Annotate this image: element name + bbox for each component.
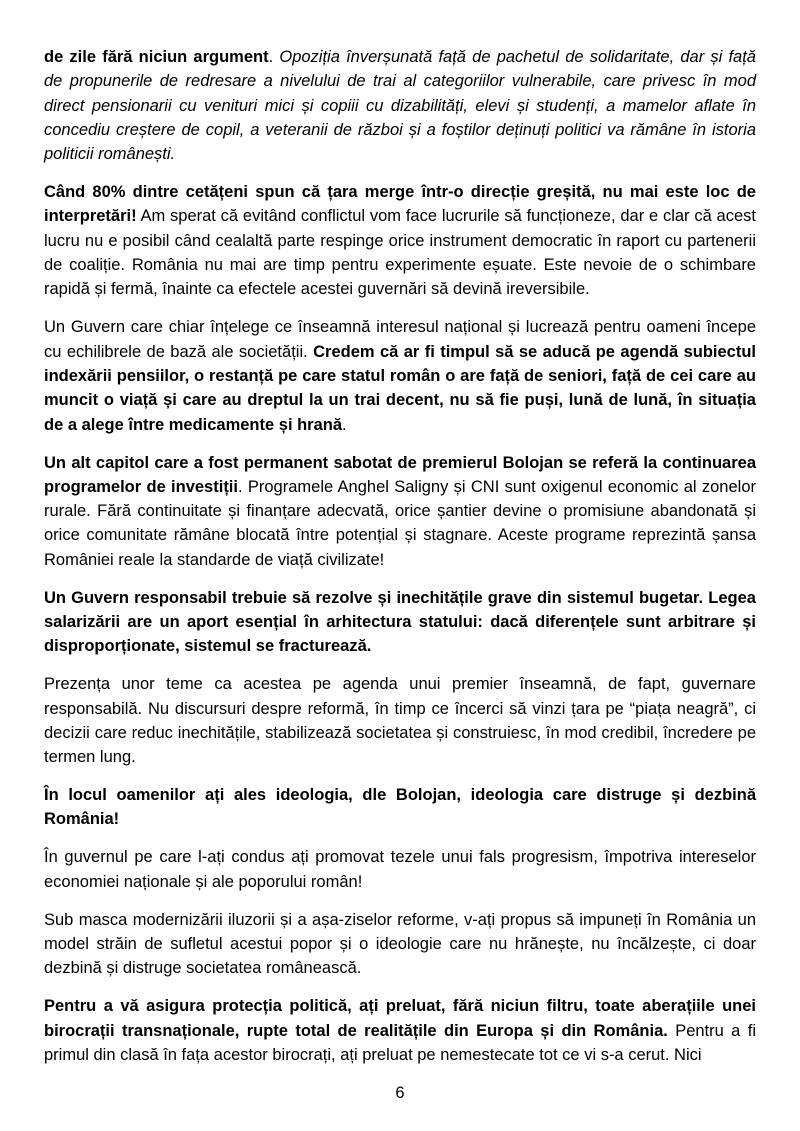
text-run-regular: Am sperat că evitând conflictul vom face lucrurile să funcționeze, dar e clar că acest lucru nu e posibil când cealaltă parte respinge orice instrument democratic în raport cu partenerii de coaliție. România nu mai are timp pentru experimente eșuate. Este nevoie de o schimbare rapidă și fermă, înainte ca efectele acestei guvernări să devină ireversibile. [44, 207, 756, 299]
paragraph [44, 845, 756, 894]
text-run-regular: Pentru a fi primul din clasă în fața acestor birocrați, ați preluat pe nemestecate tot ce vi s-a cerut. Nici [44, 1021, 756, 1064]
text-run-regular: . [268, 48, 280, 66]
text-run-regular: În guvernul pe care l-ați condus ați promovat tezele unui fals progresism, împotriva intereselor economiei naționale și ale poporului român! [44, 848, 756, 891]
text-run-bold: În locul oamenilor ați ales ideologia, dle Bolojan, ideologia care distruge și dezbină România! [44, 786, 756, 829]
paragraph [44, 315, 756, 436]
text-run-bold: Un alt capitol care a fost permanent sabotat de premierul Bolojan se referă la continuarea programelor de investiții [44, 453, 756, 496]
page-number: 6 [395, 1083, 405, 1102]
paragraph [44, 45, 756, 166]
paragraph [44, 451, 756, 572]
text-run-regular: Un Guvern care chiar înțelege ce înseamnă interesul național și lucrează pentru oameni începe cu echilibrele de bază ale societății. [44, 318, 756, 361]
text-run-bold: Pentru a vă asigura protecția politică, ați preluat, fără niciun filtru, toate aberațiile unei birocrații transnaționale, rupte total de realitățile din Europa și din România. [44, 997, 756, 1040]
text-run-bold: de zile fără niciun argument [44, 48, 269, 66]
text-run-regular: . [342, 415, 347, 434]
document-body [44, 45, 756, 1067]
paragraph [44, 908, 756, 981]
text-run-regular: . Programele Anghel Saligny și CNI sunt oxigenul economic al zonelor rurale. Fără continuitate și finanțare adecvată, orice șantier devine o promisiune abandonată și orice comunitate rămâne blocată între potențial și stagnare. Aceste programe reprezintă șansa României reale la standarde de viață civilizate! [44, 477, 757, 569]
text-run-italic: Opoziția înverșunată față de pachetul de solidaritate, dar și față de propunerile de redresare a nivelului de trai al categoriilor vulnerabile, care privesc în mod direct pensionarii cu venituri mici și copiii cu dizabilități, elevi și studenți, a mamelor aflate în concediu creștere de copil, a veteranii de război și a foștilor deținuți politici va rămâne în istoria politicii românești. [44, 48, 756, 164]
paragraph [44, 180, 756, 301]
paragraph [44, 994, 756, 1067]
paragraph [44, 672, 756, 769]
text-run-bold: Credem că ar fi timpul să se aducă pe agendă subiectul indexării pensiilor, o restanță pe care statul român o are față de seniori, față de cei care au muncit o viață și care au dreptul la un trai decent, nu să fie puși, lună de lună, în situația de a alege între medicamente și hrană [44, 342, 756, 434]
text-run-regular: Sub masca modernizării iluzorii și a așa-ziselor reforme, v-ați propus să impuneți în România un model străin de sufletul acestui popor și o ideologie care nu hrănește, nu încălzește, ci doar dezbină și distruge societatea românească. [44, 910, 756, 978]
text-run-regular: Prezența unor teme ca acestea pe agenda unui premier înseamnă, de fapt, guvernare responsabilă. Nu discursuri despre reformă, în timp ce încerci să vinzi țara pe “piața neagră”, ci decizii care reduc inechitățile, stabilizează societatea și construiesc, în mod credibil, încredere pe termen lung. [44, 675, 756, 767]
text-run-bold: Un Guvern responsabil trebuie să rezolve și inechitățile grave din sistemul bugetar. Legea salarizării are un aport esențial în arhitectura statului: dacă diferențele sunt arbitrare și disproporționate, sistemul se fracturează. [44, 588, 756, 656]
paragraph [44, 783, 756, 832]
paragraph [44, 586, 756, 659]
text-run-bold: Când 80% dintre cetățeni spun că țara merge într-o direcție greșită, nu mai este loc de interpretări! [44, 183, 756, 226]
